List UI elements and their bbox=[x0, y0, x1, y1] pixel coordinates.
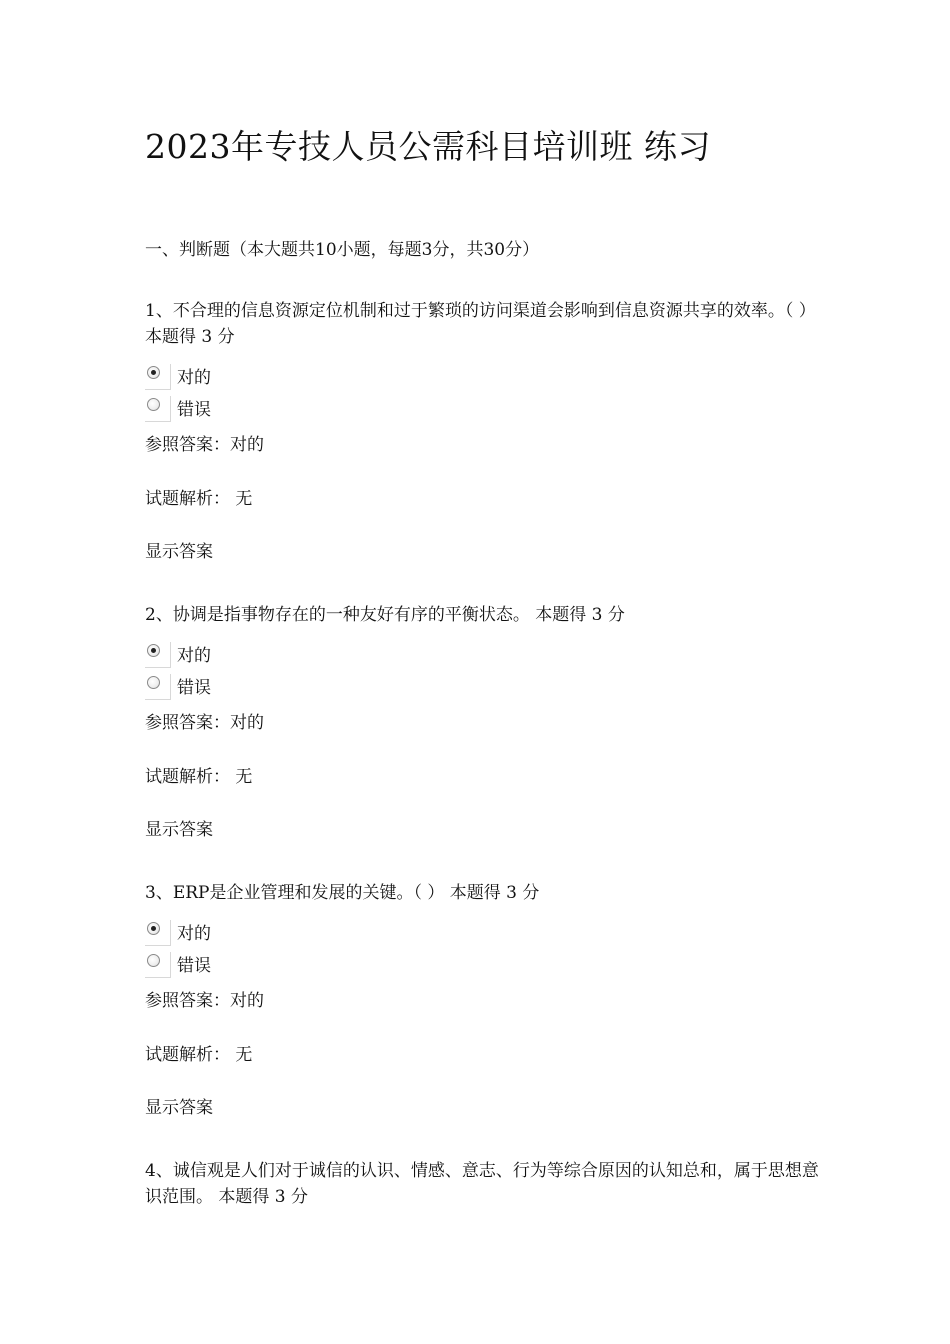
option-label: 对的 bbox=[177, 368, 211, 388]
question-1-option-true[interactable] bbox=[145, 362, 211, 390]
question-2-option-true[interactable] bbox=[145, 640, 211, 668]
question-1-reference-answer: 参照答案：对的 bbox=[145, 435, 264, 455]
question-3-option-true[interactable] bbox=[145, 918, 211, 946]
option-label: 错误 bbox=[177, 956, 211, 976]
question-2-text: 2、协调是指事物存在的一种友好有序的平衡状态。 本题得 3 分 bbox=[145, 605, 625, 625]
radio-selected-icon[interactable] bbox=[145, 920, 171, 946]
option-label: 对的 bbox=[177, 924, 211, 944]
section-header: 一、判断题（本大题共10小题，每题3分，共30分） bbox=[145, 240, 540, 260]
question-3-reference-answer: 参照答案：对的 bbox=[145, 991, 264, 1011]
question-3-analysis: 试题解析： 无 bbox=[145, 1045, 253, 1065]
question-2-show-answer-link[interactable]: 显示答案 bbox=[145, 820, 213, 840]
question-2-analysis: 试题解析： 无 bbox=[145, 767, 253, 787]
option-label: 对的 bbox=[177, 646, 211, 666]
option-label: 错误 bbox=[177, 400, 211, 420]
radio-unselected-icon[interactable] bbox=[145, 674, 171, 700]
question-4-text: 4、诚信观是人们对于诚信的认识、情感、意志、行为等综合原因的认知总和，属于思想意识范围。 本题得 3 分 bbox=[145, 1161, 819, 1207]
radio-selected-icon[interactable] bbox=[145, 364, 171, 390]
question-3-show-answer-link[interactable]: 显示答案 bbox=[145, 1098, 213, 1118]
question-1-analysis: 试题解析： 无 bbox=[145, 489, 253, 509]
option-label: 错误 bbox=[177, 678, 211, 698]
question-1-option-false[interactable] bbox=[145, 394, 211, 422]
question-2-reference-answer: 参照答案：对的 bbox=[145, 713, 264, 733]
question-3-option-false[interactable] bbox=[145, 950, 211, 978]
radio-selected-icon[interactable] bbox=[145, 642, 171, 668]
question-3-text: 3、ERP是企业管理和发展的关键。（ ） 本题得 3 分 bbox=[145, 883, 540, 903]
radio-unselected-icon[interactable] bbox=[145, 952, 171, 978]
question-1-show-answer-link[interactable]: 显示答案 bbox=[145, 542, 213, 562]
page-title: 2023年专技人员公需科目培训班 练习 bbox=[145, 127, 711, 166]
question-2-option-false[interactable] bbox=[145, 672, 211, 700]
radio-unselected-icon[interactable] bbox=[145, 396, 171, 422]
question-1-text: 1、不合理的信息资源定位机制和过于繁琐的访问渠道会影响到信息资源共享的效率。（ ） 本题得 3 分 bbox=[145, 301, 816, 347]
